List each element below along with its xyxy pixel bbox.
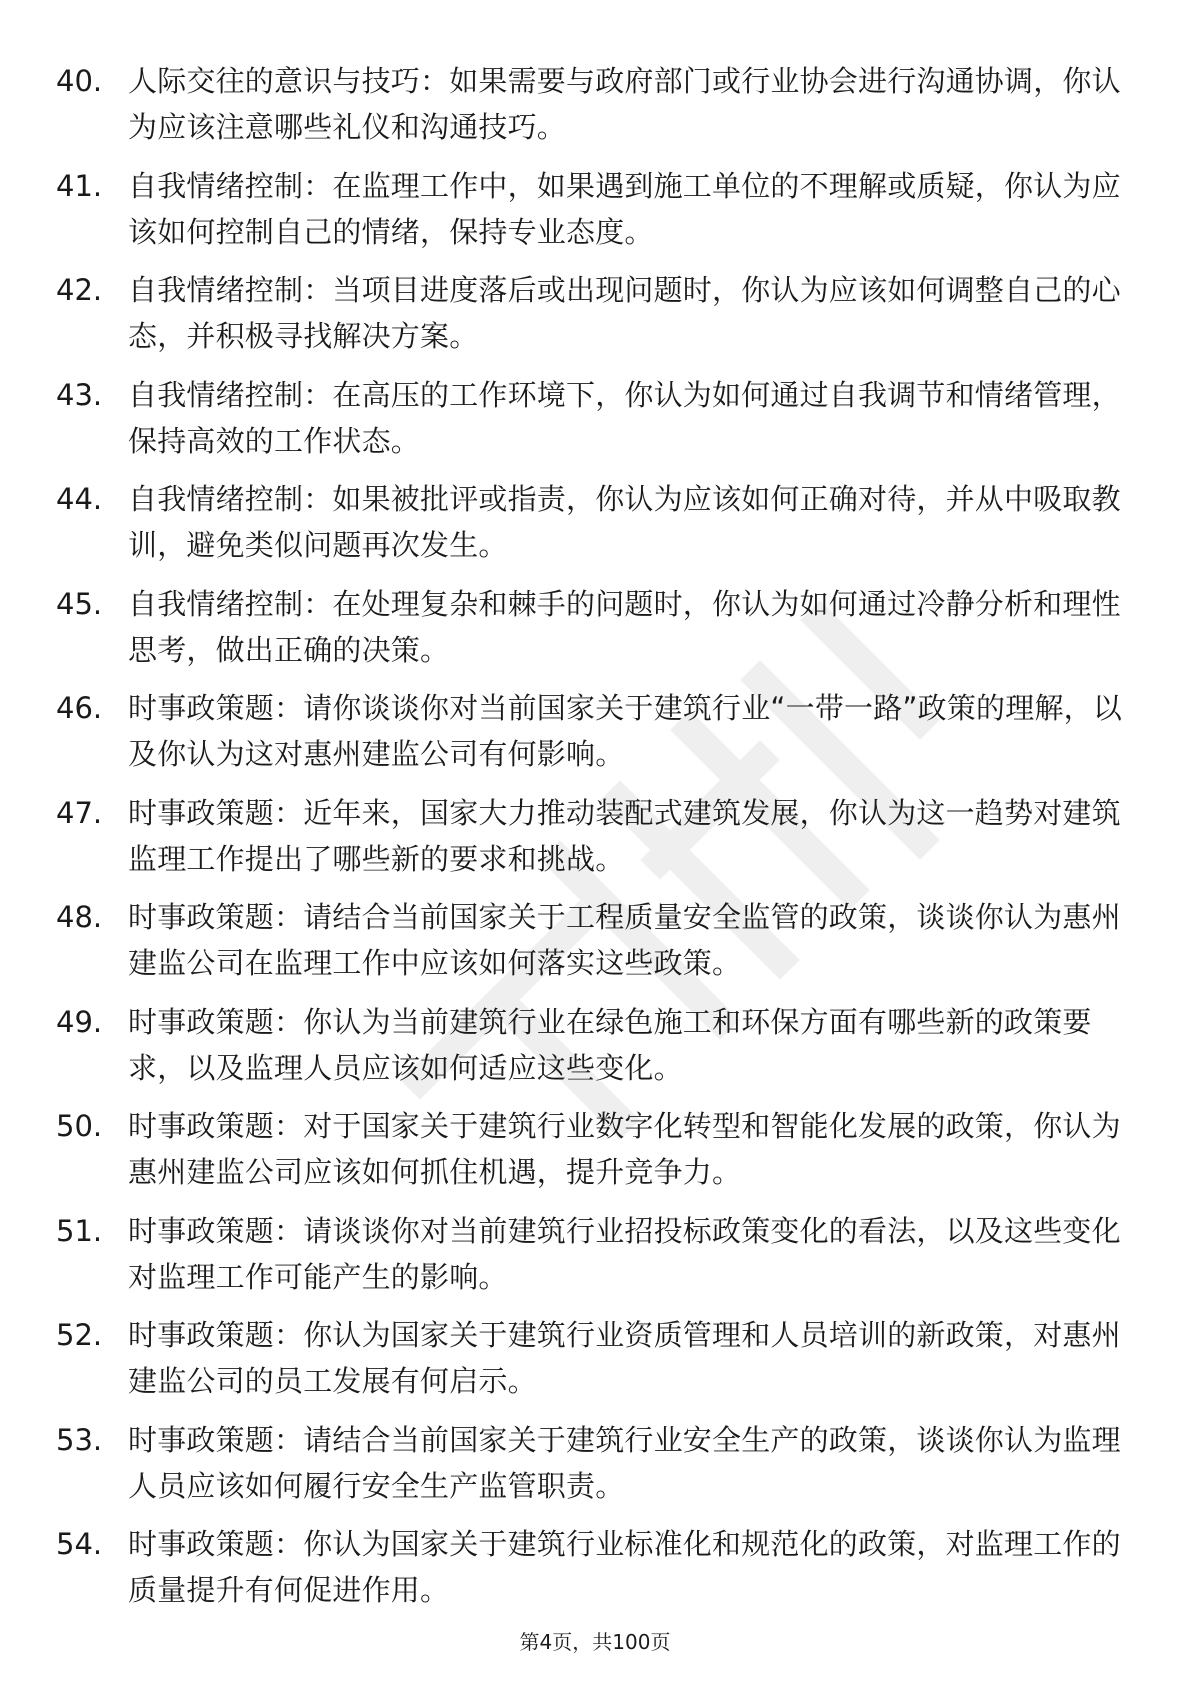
question-item	[0, 571, 1190, 676]
question-text: 自我情绪控制：当项目进度落后或出现问题时，你认为应该如何调整自己的心态，并积极寻找解决方案。	[128, 273, 1121, 353]
question-text: 自我情绪控制：如果被批评或指责，你认为应该如何正确对待，并从中吸取教训，避免类似问题再次发生。	[128, 482, 1121, 562]
question-item	[0, 989, 1190, 1094]
question-item	[0, 153, 1190, 258]
question-number: 47.	[56, 795, 103, 830]
question-item	[0, 362, 1190, 467]
question-text: 自我情绪控制：在高压的工作环境下，你认为如何通过自我调节和情绪管理，保持高效的工作状态。	[128, 377, 1121, 458]
question-text: 时事政策题：你认为国家关于建筑行业标准化和规范化的政策，对监理工作的质量提升有何促进作用。	[128, 1527, 1121, 1607]
question-number: 46.	[56, 691, 103, 725]
question-text: 时事政策题：请你谈谈你对当前国家关于建筑行业“一带一路”政策的理解，以及你认为这对惠州建监公司有何影响。	[128, 691, 1123, 771]
question-list	[0, 48, 1190, 1616]
question-text: 时事政策题：近年来，国家大力推动装配式建筑发展，你认为这一趋势对建筑监理工作提出了哪些新的要求和挑战。	[128, 795, 1121, 876]
question-text: 时事政策题：你认为当前建筑行业在绿色施工和环保方面有哪些新的政策要求，以及监理人员应该如何适应这些变化。	[128, 1004, 1092, 1085]
question-text: 自我情绪控制：在监理工作中，如果遇到施工单位的不理解或质疑，你认为应该如何控制自己的情绪，保持专业态度。	[128, 168, 1121, 249]
question-item	[0, 1407, 1190, 1512]
question-item	[0, 1302, 1190, 1407]
question-number: 48.	[56, 900, 103, 934]
question-item	[0, 1511, 1190, 1616]
question-text: 人际交往的意识与技巧：如果需要与政府部门或行业协会进行沟通协调，你认为应该注意哪些礼仪和沟通技巧。	[128, 64, 1121, 144]
question-number: 54.	[56, 1527, 103, 1561]
question-number: 53.	[56, 1422, 103, 1457]
page-footer: 第4页，共100页	[519, 1630, 671, 1654]
question-number: 50.	[56, 1109, 103, 1143]
question-item	[0, 1093, 1190, 1198]
question-text: 自我情绪控制：在处理复杂和棘手的问题时，你认为如何通过冷静分析和理性思考，做出正确的决策。	[128, 586, 1121, 667]
question-item	[0, 257, 1190, 362]
question-text: 时事政策题：请结合当前国家关于建筑行业安全生产的政策，谈谈你认为监理人员应该如何履行安全生产监管职责。	[128, 1422, 1121, 1503]
question-item	[0, 1198, 1190, 1303]
question-text: 时事政策题：你认为国家关于建筑行业资质管理和人员培训的新政策，对惠州建监公司的员工发展有何启示。	[128, 1318, 1121, 1398]
question-item	[0, 48, 1190, 153]
question-text: 时事政策题：对于国家关于建筑行业数字化转型和智能化发展的政策，你认为惠州建监公司应该如何抓住机遇，提升竞争力。	[128, 1109, 1121, 1189]
question-number: 44.	[56, 482, 103, 516]
question-text: 时事政策题：请结合当前国家关于工程质量安全监管的政策，谈谈你认为惠州建监公司在监理工作中应该如何落实这些政策。	[128, 900, 1121, 980]
question-item	[0, 884, 1190, 989]
question-number: 52.	[56, 1318, 103, 1352]
question-number: 40.	[56, 64, 103, 98]
question-item	[0, 780, 1190, 885]
question-number: 43.	[56, 377, 103, 412]
question-item	[0, 466, 1190, 571]
question-item	[0, 675, 1190, 780]
question-text: 时事政策题：请谈谈你对当前建筑行业招投标政策变化的看法，以及这些变化对监理工作可能产生的影响。	[128, 1213, 1121, 1294]
question-number: 45.	[56, 586, 103, 621]
question-number: 42.	[56, 273, 103, 307]
question-number: 41.	[56, 168, 103, 203]
question-number: 51.	[56, 1213, 103, 1248]
question-number: 49.	[56, 1004, 103, 1039]
